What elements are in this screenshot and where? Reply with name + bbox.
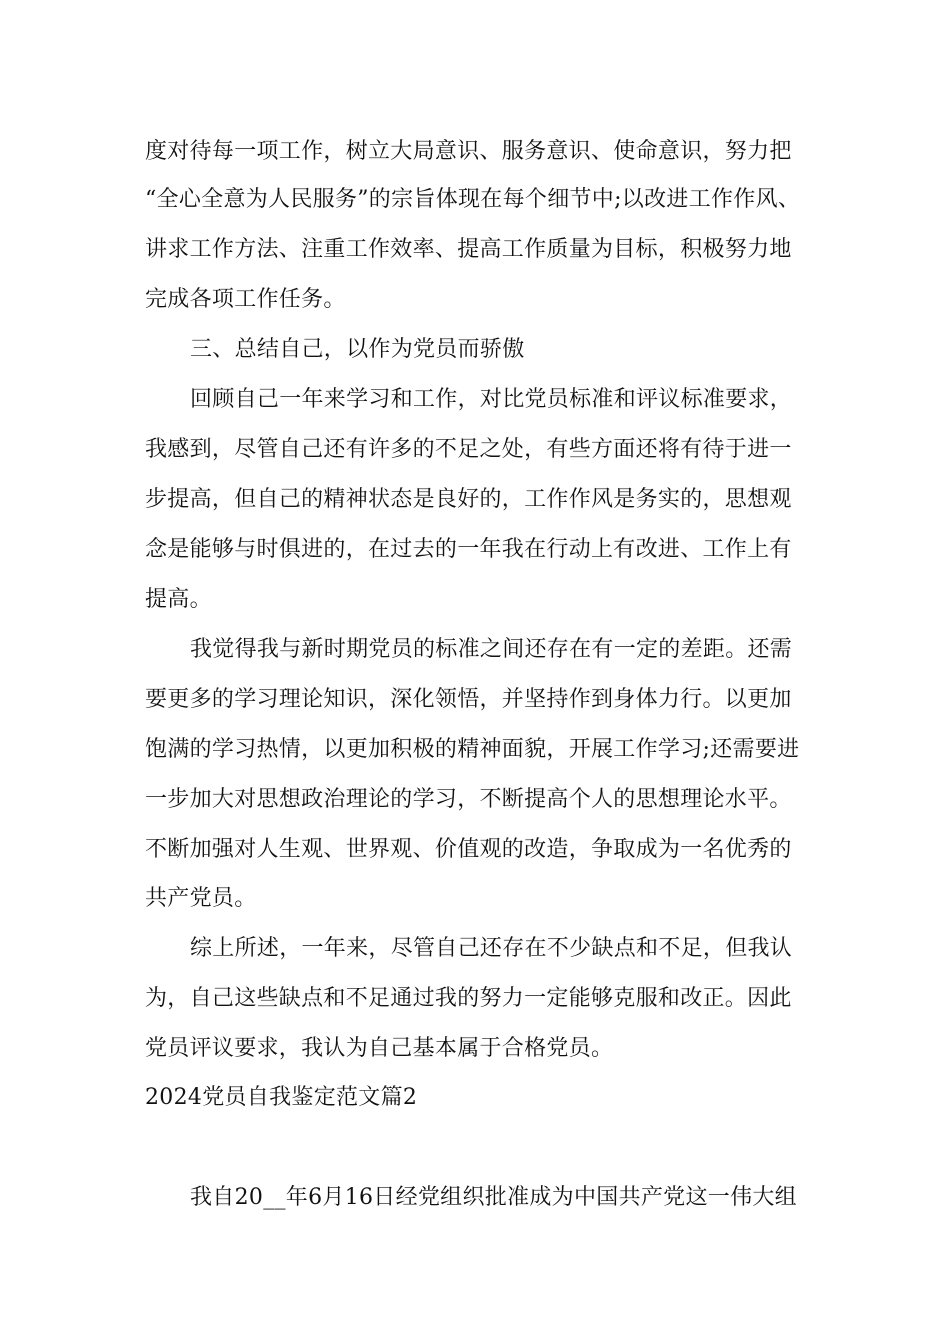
section-heading: 三、总结自己，以作为党员而骄傲 — [190, 337, 525, 362]
paragraph-line: 为，自己这些缺点和不足通过我的努力一定能够克服和改正。因此 — [145, 986, 792, 1011]
paragraph-line: 要更多的学习理论知识，深化领悟，并坚持作到身体力行。以更加 — [145, 687, 792, 712]
paragraph-line: 讲求工作方法、注重工作效率、提高工作质量为目标，积极努力地 — [145, 237, 792, 262]
paragraph-line: 完成各项工作任务。 — [145, 287, 346, 312]
paragraph-line: “全心全意为人民服务”的宗旨体现在每个细节中;以改进工作作风、 — [145, 187, 801, 212]
paragraph-line: 我觉得我与新时期党员的标准之间还存在有一定的差距。还需 — [190, 637, 793, 662]
paragraph-line: 回顾自己一年来学习和工作，对比党员标准和评议标准要求， — [190, 387, 793, 412]
article-title: 2024党员自我鉴定范文篇2 — [145, 1085, 418, 1110]
paragraph-line: 度对待每一项工作，树立大局意识、服务意识、使命意识，努力把 — [145, 139, 792, 164]
paragraph-line: 不断加强对人生观、世界观、价值观的改造，争取成为一名优秀的 — [145, 837, 792, 862]
paragraph-line: 饱满的学习热情，以更加积极的精神面貌，开展工作学习;还需要进 — [145, 737, 800, 762]
paragraph-line: 念是能够与时俱进的，在过去的一年我在行动上有改进、工作上有 — [145, 537, 792, 562]
paragraph-line: 综上所述，一年来，尽管自己还存在不少缺点和不足，但我认 — [190, 936, 793, 961]
paragraph-line: 一步加大对思想政治理论的学习，不断提高个人的思想理论水平。 — [145, 787, 792, 812]
paragraph-line: 步提高，但自己的精神状态是良好的，工作作风是务实的，思想观 — [145, 487, 792, 512]
paragraph-line: 共产党员。 — [145, 886, 257, 911]
paragraph-line: 党员评议要求，我认为自己基本属于合格党员。 — [145, 1036, 614, 1061]
paragraph-line: 我自20__年6月16日经党组织批准成为中国共产党这一伟大组 — [190, 1185, 797, 1210]
paragraph-line: 我感到，尽管自己还有许多的不足之处，有些方面还将有待于进一 — [145, 437, 792, 462]
paragraph-line: 提高。 — [145, 587, 212, 612]
